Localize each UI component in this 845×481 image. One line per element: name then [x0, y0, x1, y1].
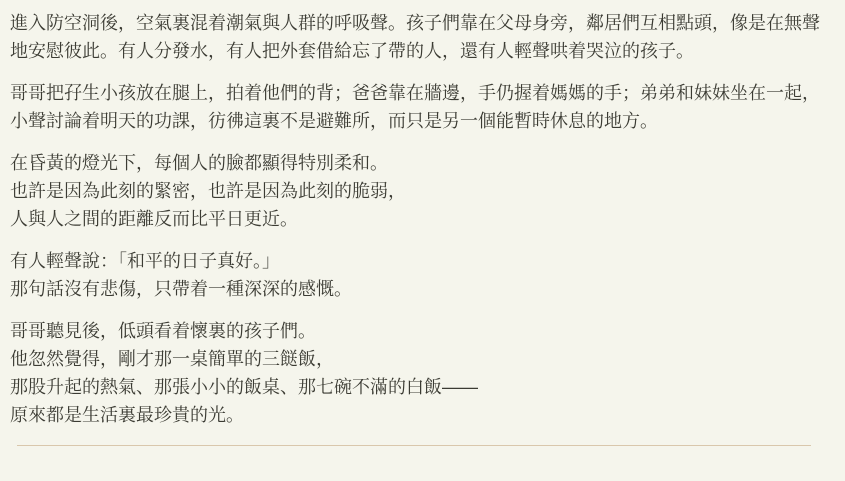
text-line: 有人輕聲說：「和平的日子真好。」: [10, 251, 280, 271]
paragraph: [10, 247, 835, 303]
text-line: 也許是因為此刻的緊密，也許是因為此刻的脆弱，: [10, 181, 406, 201]
text-line: 人與人之間的距離反而比平日更近。: [10, 209, 298, 229]
text-line: 在昏黃的燈光下，每個人的臉都顯得特別柔和。: [10, 153, 388, 173]
text-line: 哥哥聽見後，低頭看着懷裏的孩子們。: [10, 321, 316, 341]
text-line: 地安慰彼此。有人分發水，有人把外套借給忘了帶的人，還有人輕聲哄着哭泣的孩子。: [10, 41, 694, 61]
divider: [17, 445, 811, 446]
text-line: 那股升起的熱氣、那張小小的飯桌、那七碗不滿的白飯——: [10, 377, 478, 397]
text-line: 小聲討論着明天的功課，彷彿這裏不是避難所，而只是另一個能暫時休息的地方。: [10, 111, 658, 131]
paragraph: [10, 9, 835, 65]
text-line: 進入防空洞後，空氣裏混着潮氣與人群的呼吸聲。孩子們靠在父母身旁，鄰居們互相點頭，像是在無聲: [10, 13, 820, 33]
text-line: 哥哥把孖生小孩放在腿上，拍着他們的背；爸爸靠在牆邊，手仍握着媽媽的手；弟弟和妹妹坐在一起，: [10, 83, 820, 103]
paragraph: [10, 317, 835, 429]
text-line: 那句話沒有悲傷，只帶着一種深深的感慨。: [10, 279, 352, 299]
text-line: 原來都是生活裏最珍貴的光。: [10, 405, 244, 425]
paragraph: [10, 79, 835, 135]
paragraph: [10, 149, 835, 233]
text-line: 他忽然覺得，剛才那一桌簡單的三餸飯，: [10, 349, 334, 369]
